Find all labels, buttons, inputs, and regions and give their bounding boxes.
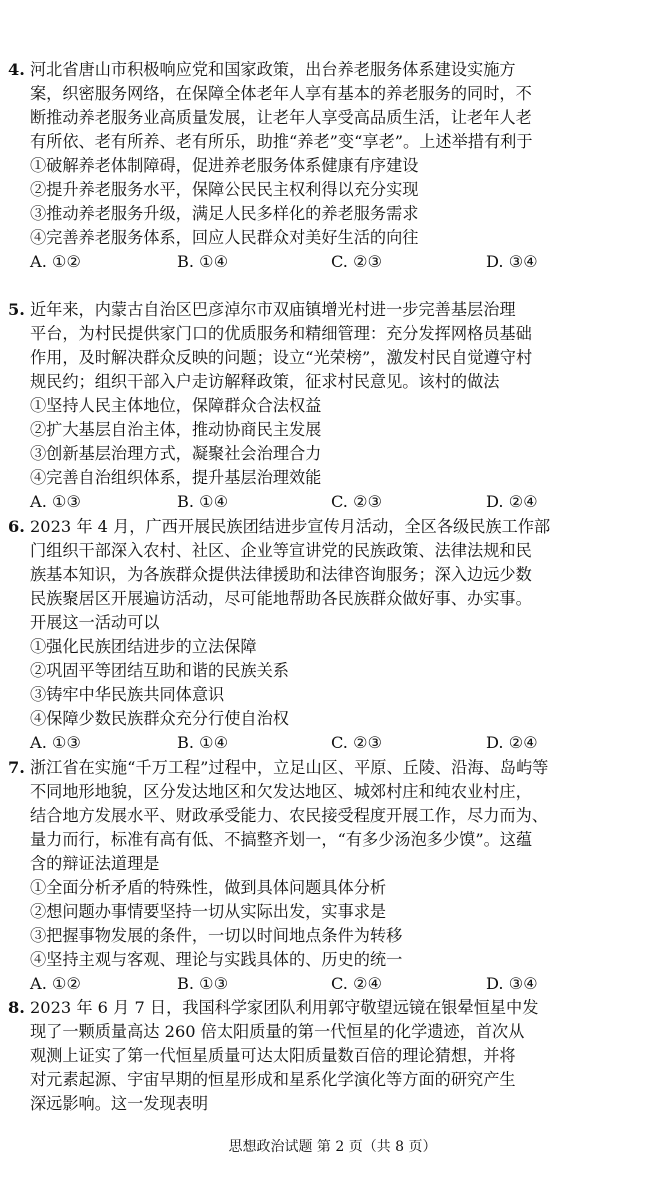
- statement-option: ①强化民族团结进步的立法保障: [30, 637, 257, 656]
- statement-option: ④保障少数民族群众充分行使自治权: [30, 709, 289, 728]
- choice-b: B. ①③: [177, 974, 229, 993]
- question-stem-line: 含的辩证法道理是: [30, 854, 160, 873]
- choice-d: D. ②④: [486, 492, 538, 511]
- statement-option: ②扩大基层自治主体，推动协商民主发展: [30, 420, 322, 439]
- question-stem-line: 现了一颗质量高达 260 倍太阳质量的第一代恒星的化学遗迹，首次从: [30, 1022, 525, 1041]
- answer-choices: [8, 731, 648, 755]
- question-stem-line: 量力而行，标准有高有低、不搞整齐划一，“有多少汤泡多少馍”。这蕴: [30, 830, 533, 849]
- choice-a: A. ①③: [30, 492, 82, 511]
- question-stem-line: 深远影响。这一发现表明: [30, 1094, 209, 1113]
- question-stem-line: 开展这一活动可以: [30, 613, 160, 632]
- question-stem-line: 结合地方发展水平、财政承受能力、农民接受程度开展工作，尽力而为、: [30, 806, 548, 825]
- question-4: [8, 58, 648, 274]
- statement-option: ④坚持主观与客观、理论与实践具体的、历史的统一: [30, 950, 403, 969]
- statement-option: ④完善自治组织体系，提升基层治理效能: [30, 468, 322, 487]
- statement-option: ④完善养老服务体系，回应人民群众对美好生活的向往: [30, 228, 419, 247]
- choice-a: A. ①②: [30, 252, 82, 271]
- question-7: [8, 756, 648, 996]
- question-stem-line: 门组织干部深入农村、社区、企业等宣讲党的民族政策、法律法规和民: [30, 541, 532, 560]
- choice-a: A. ①②: [30, 974, 82, 993]
- choice-c: C. ②③: [331, 733, 383, 752]
- question-stem-line: 对元素起源、宇宙早期的恒星形成和星系化学演化等方面的研究产生: [30, 1070, 516, 1089]
- question-stem-line: 族基本知识，为各族群众提供法律援助和法律咨询服务；深入边远少数: [30, 565, 532, 584]
- question-stem-line: 河北省唐山市积极响应党和国家政策，出台养老服务体系建设实施方: [30, 60, 516, 79]
- question-stem-line: 民族聚居区开展遍访活动，尽可能地帮助各民族群众做好事、办实事。: [30, 589, 532, 608]
- question-stem-line: 案，织密服务网络，在保障全体老年人享有基本的养老服务的同时，不: [30, 84, 532, 103]
- question-stem-line: 观测上证实了第一代恒星质量可达太阳质量数百倍的理论猜想，并将: [30, 1046, 516, 1065]
- question-number: 5.: [8, 300, 25, 319]
- question-number: 8.: [8, 998, 25, 1017]
- question-stem-line: 规民约；组织干部入户走访解释政策，征求村民意见。该村的做法: [30, 372, 500, 391]
- statement-option: ②巩固平等团结互助和谐的民族关系: [30, 661, 289, 680]
- answer-choices: [8, 490, 648, 514]
- statement-option: ③把握事物发展的条件，一切以时间地点条件为转移: [30, 926, 403, 945]
- question-stem-line: 不同地形地貌，区分发达地区和欠发达地区、城郊村庄和纯农业村庄，: [30, 782, 532, 801]
- question-number: 4.: [8, 60, 25, 79]
- choice-c: C. ②③: [331, 492, 383, 511]
- question-stem-line: 2023 年 6 月 7 日，我国科学家团队利用郭守敬望远镜在银晕恒星中发: [30, 998, 539, 1017]
- question-5: [8, 298, 648, 514]
- answer-choices: [8, 250, 648, 274]
- answer-choices: [8, 972, 648, 996]
- question-stem-line: 作用，及时解决群众反映的问题；设立“光荣榜”，激发村民自觉遵守村: [30, 348, 533, 367]
- choice-b: B. ①④: [177, 492, 229, 511]
- statement-option: ③推动养老服务升级，满足人民多样化的养老服务需求: [30, 204, 419, 223]
- statement-option: ③创新基层治理方式，凝聚社会治理合力: [30, 444, 322, 463]
- question-stem-line: 浙江省在实施“千万工程”过程中，立足山区、平原、丘陵、沿海、岛屿等: [30, 758, 549, 777]
- question-stem-line: 近年来，内蒙古自治区巴彦淖尔市双庙镇增光村进一步完善基层治理: [30, 300, 516, 319]
- statement-option: ③铸牢中华民族共同体意识: [30, 685, 225, 704]
- statement-option: ①破解养老体制障碍，促进养老服务体系健康有序建设: [30, 156, 419, 175]
- choice-b: B. ①④: [177, 733, 229, 752]
- question-stem-line: 断推动养老服务业高质量发展，让老年人享受高品质生活，让老年人老: [30, 108, 532, 127]
- page-footer: 思想政治试题 第 2 页（共 8 页）: [228, 1139, 437, 1155]
- question-8: [8, 996, 648, 1116]
- choice-a: A. ①③: [30, 733, 82, 752]
- question-6: [8, 515, 648, 755]
- question-number: 7.: [8, 758, 25, 777]
- statement-option: ②想问题办事情要坚持一切从实际出发，实事求是: [30, 902, 387, 921]
- question-stem-line: 平台，为村民提供家门口的优质服务和精细管理：充分发挥网格员基础: [30, 324, 532, 343]
- statement-option: ①全面分析矛盾的特殊性，做到具体问题具体分析: [30, 878, 387, 897]
- choice-c: C. ②④: [331, 974, 383, 993]
- statement-option: ①坚持人民主体地位，保障群众合法权益: [30, 396, 322, 415]
- choice-d: D. ③④: [486, 252, 538, 271]
- choice-c: C. ②③: [331, 252, 383, 271]
- question-number: 6.: [8, 517, 25, 536]
- statement-option: ②提升养老服务水平，保障公民民主权利得以充分实现: [30, 180, 419, 199]
- question-stem-line: 2023 年 4 月，广西开展民族团结进步宣传月活动，全区各级民族工作部: [30, 517, 551, 536]
- choice-d: D. ②④: [486, 733, 538, 752]
- question-stem-line: 有所依、老有所养、老有所乐，助推“养老”变“享老”。上述举措有利于: [30, 132, 533, 151]
- choice-d: D. ③④: [486, 974, 538, 993]
- choice-b: B. ①④: [177, 252, 229, 271]
